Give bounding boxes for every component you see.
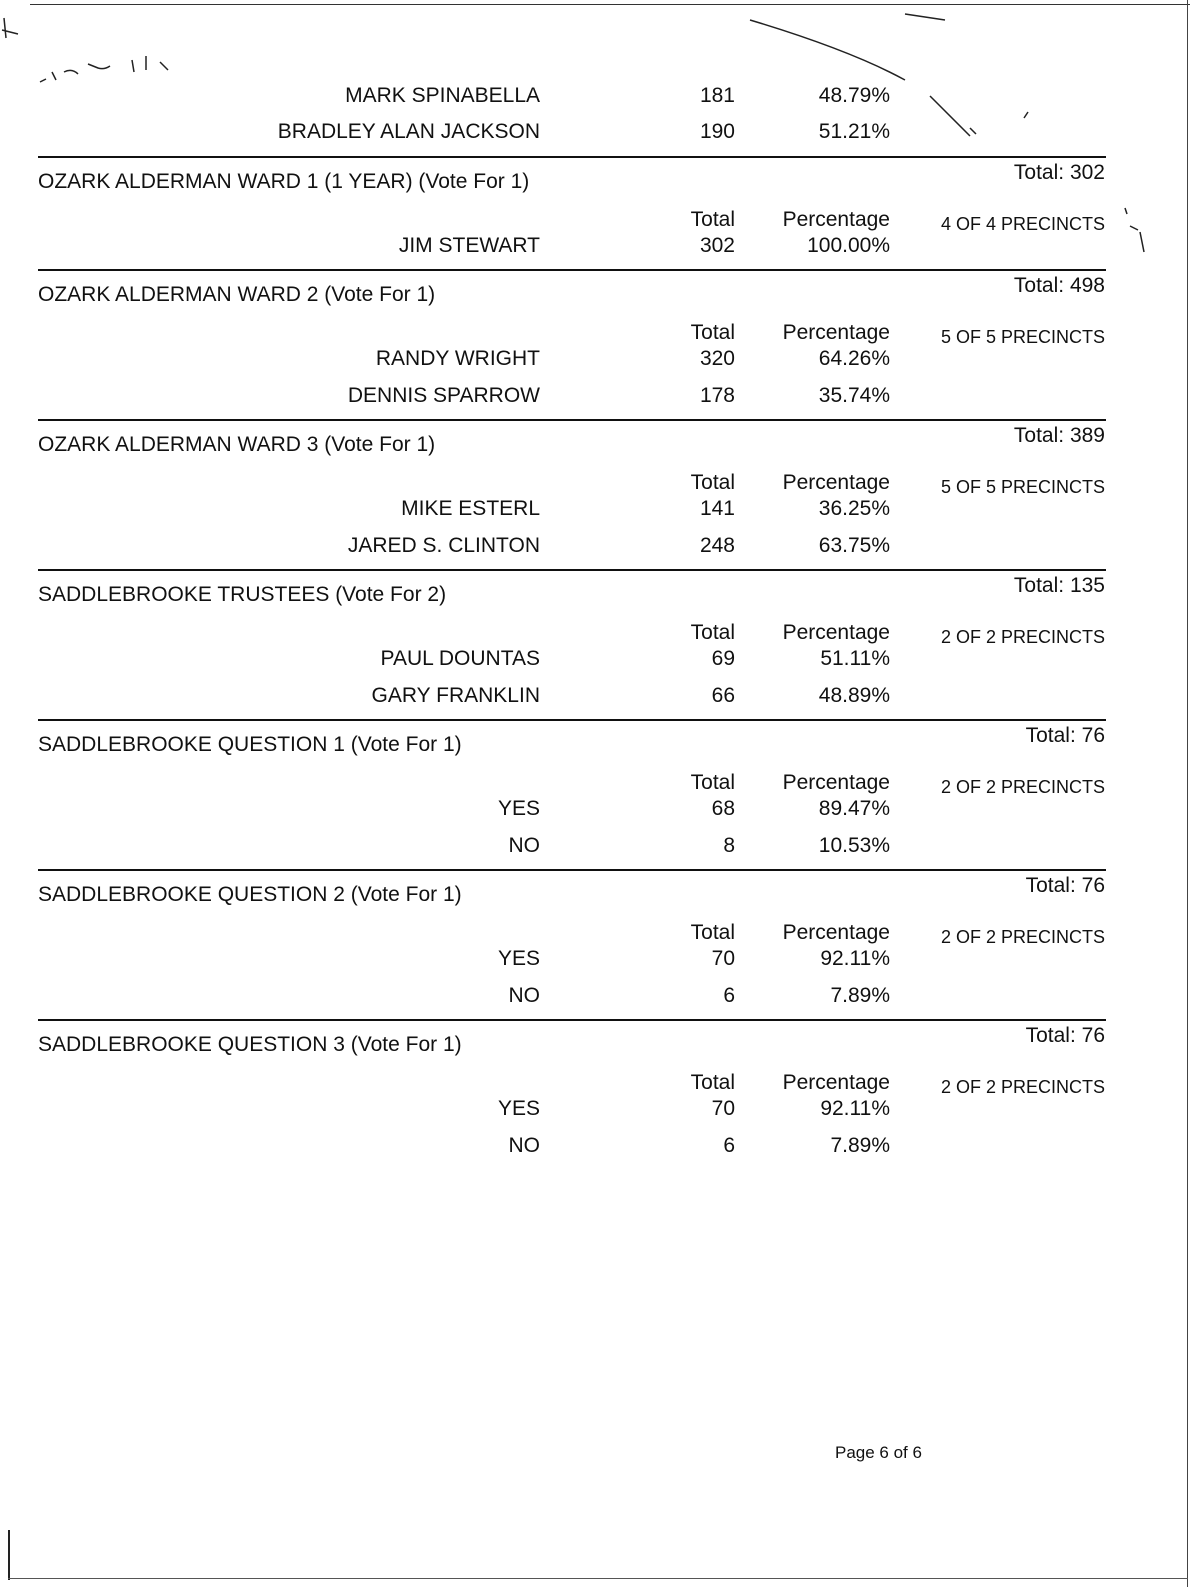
column-header-total: Total	[690, 471, 735, 494]
race-title: SADDLEBROOKE QUESTION 2 (Vote For 1)	[38, 883, 462, 906]
section-divider	[38, 419, 1106, 421]
section-divider	[38, 269, 1106, 271]
precincts-reporting: 2 OF 2 PRECINCTS	[940, 627, 1105, 647]
scan-marks	[905, 14, 1028, 136]
candidate-name: MARK SPINABELLA	[345, 84, 540, 107]
candidate-percentage: 92.11%	[820, 1097, 890, 1120]
candidate-percentage: 64.26%	[818, 347, 890, 370]
column-header-percentage: Percentage	[782, 321, 890, 344]
candidate-name: YES	[497, 947, 540, 970]
section-divider	[38, 869, 1106, 871]
column-header-percentage: Percentage	[782, 471, 890, 494]
column-header-total: Total	[690, 321, 735, 344]
column-header-percentage: Percentage	[782, 1071, 890, 1094]
candidate-name: DENNIS SPARROW	[347, 384, 540, 407]
column-header-total: Total	[690, 1071, 735, 1094]
scan-artifacts	[0, 0, 1200, 300]
candidate-percentage: 48.79%	[818, 84, 890, 107]
corner-mark	[2, 18, 18, 38]
precincts-reporting: 2 OF 2 PRECINCTS	[940, 777, 1105, 797]
candidate-percentage: 51.11%	[820, 647, 890, 670]
candidate-total: 141	[699, 497, 735, 520]
candidate-percentage: 7.89%	[830, 984, 890, 1007]
column-header-percentage: Percentage	[782, 621, 890, 644]
column-header-total: Total	[690, 771, 735, 794]
race-total: Total: 76	[1025, 874, 1105, 897]
precincts-reporting: 2 OF 2 PRECINCTS	[940, 927, 1105, 947]
precincts-reporting: 4 OF 4 PRECINCTS	[940, 214, 1105, 234]
candidate-name: NO	[508, 984, 540, 1007]
candidate-total: 66	[711, 684, 735, 707]
scan-curve	[750, 20, 905, 80]
candidate-percentage: 92.11%	[820, 947, 890, 970]
candidate-total: 190	[699, 120, 735, 143]
candidate-percentage: 35.74%	[818, 384, 890, 407]
candidate-percentage: 63.75%	[818, 534, 890, 557]
candidate-total: 68	[711, 797, 735, 820]
scribble-mark	[40, 56, 168, 82]
candidate-total: 320	[699, 347, 735, 370]
precincts-reporting: 5 OF 5 PRECINCTS	[940, 477, 1105, 497]
candidate-total: 69	[711, 647, 735, 670]
race-total: Total: 302	[1013, 161, 1105, 184]
candidate-name: RANDY WRIGHT	[375, 347, 540, 370]
page-number: Page 6 of 6	[835, 1443, 922, 1462]
race-total: Total: 76	[1025, 724, 1105, 747]
precincts-reporting: 5 OF 5 PRECINCTS	[940, 327, 1105, 347]
bottom-edge-line	[8, 1578, 1188, 1579]
section-divider	[38, 719, 1106, 721]
candidate-name: GARY FRANKLIN	[371, 684, 540, 707]
race-title: SADDLEBROOKE TRUSTEES (Vote For 2)	[38, 583, 447, 606]
race-title: OZARK ALDERMAN WARD 3 (Vote For 1)	[38, 433, 436, 456]
column-header-total: Total	[690, 621, 735, 644]
candidate-percentage: 48.89%	[818, 684, 890, 707]
precincts-reporting: 2 OF 2 PRECINCTS	[940, 1077, 1105, 1097]
race-total: Total: 76	[1025, 1024, 1105, 1047]
candidate-percentage: 36.25%	[818, 497, 890, 520]
candidate-name: BRADLEY ALAN JACKSON	[277, 120, 540, 143]
candidate-percentage: 10.53%	[818, 834, 890, 857]
column-header-percentage: Percentage	[782, 208, 890, 231]
column-header-total: Total	[690, 208, 735, 231]
candidate-name: PAUL DOUNTAS	[380, 647, 540, 670]
candidate-total: 70	[711, 947, 735, 970]
candidate-total: 302	[699, 234, 735, 257]
candidate-name: YES	[497, 1097, 540, 1120]
left-edge-mark	[8, 1530, 10, 1580]
candidate-total: 70	[711, 1097, 735, 1120]
section-divider	[38, 1019, 1106, 1021]
race-title: OZARK ALDERMAN WARD 2 (Vote For 1)	[38, 283, 436, 306]
candidate-name: NO	[508, 834, 540, 857]
race-total: Total: 135	[1013, 574, 1105, 597]
race-title: SADDLEBROOKE QUESTION 3 (Vote For 1)	[38, 1033, 462, 1056]
section-divider	[38, 156, 1106, 158]
edge-marks	[1125, 208, 1144, 252]
candidate-name: MIKE ESTERL	[401, 497, 540, 520]
section-divider	[38, 569, 1106, 571]
candidate-total: 178	[699, 384, 735, 407]
candidate-total: 8	[723, 834, 735, 857]
race-title: OZARK ALDERMAN WARD 1 (1 YEAR) (Vote For 1)	[38, 170, 530, 193]
candidate-name: NO	[508, 1134, 540, 1157]
candidate-name: YES	[497, 797, 540, 820]
race-total: Total: 389	[1013, 424, 1105, 447]
column-header-percentage: Percentage	[782, 921, 890, 944]
candidate-percentage: 51.21%	[818, 120, 890, 143]
candidate-total: 181	[699, 84, 735, 107]
column-header-percentage: Percentage	[782, 771, 890, 794]
candidate-percentage: 89.47%	[818, 797, 890, 820]
candidate-total: 248	[699, 534, 735, 557]
candidate-name: JIM STEWART	[398, 234, 540, 257]
candidate-percentage: 7.89%	[830, 1134, 890, 1157]
column-header-total: Total	[690, 921, 735, 944]
candidate-total: 6	[723, 984, 735, 1007]
candidate-percentage: 100.00%	[807, 234, 890, 257]
candidate-name: JARED S. CLINTON	[347, 534, 540, 557]
race-total: Total: 498	[1013, 274, 1105, 297]
candidate-total: 6	[723, 1134, 735, 1157]
race-title: SADDLEBROOKE QUESTION 1 (Vote For 1)	[38, 733, 462, 756]
